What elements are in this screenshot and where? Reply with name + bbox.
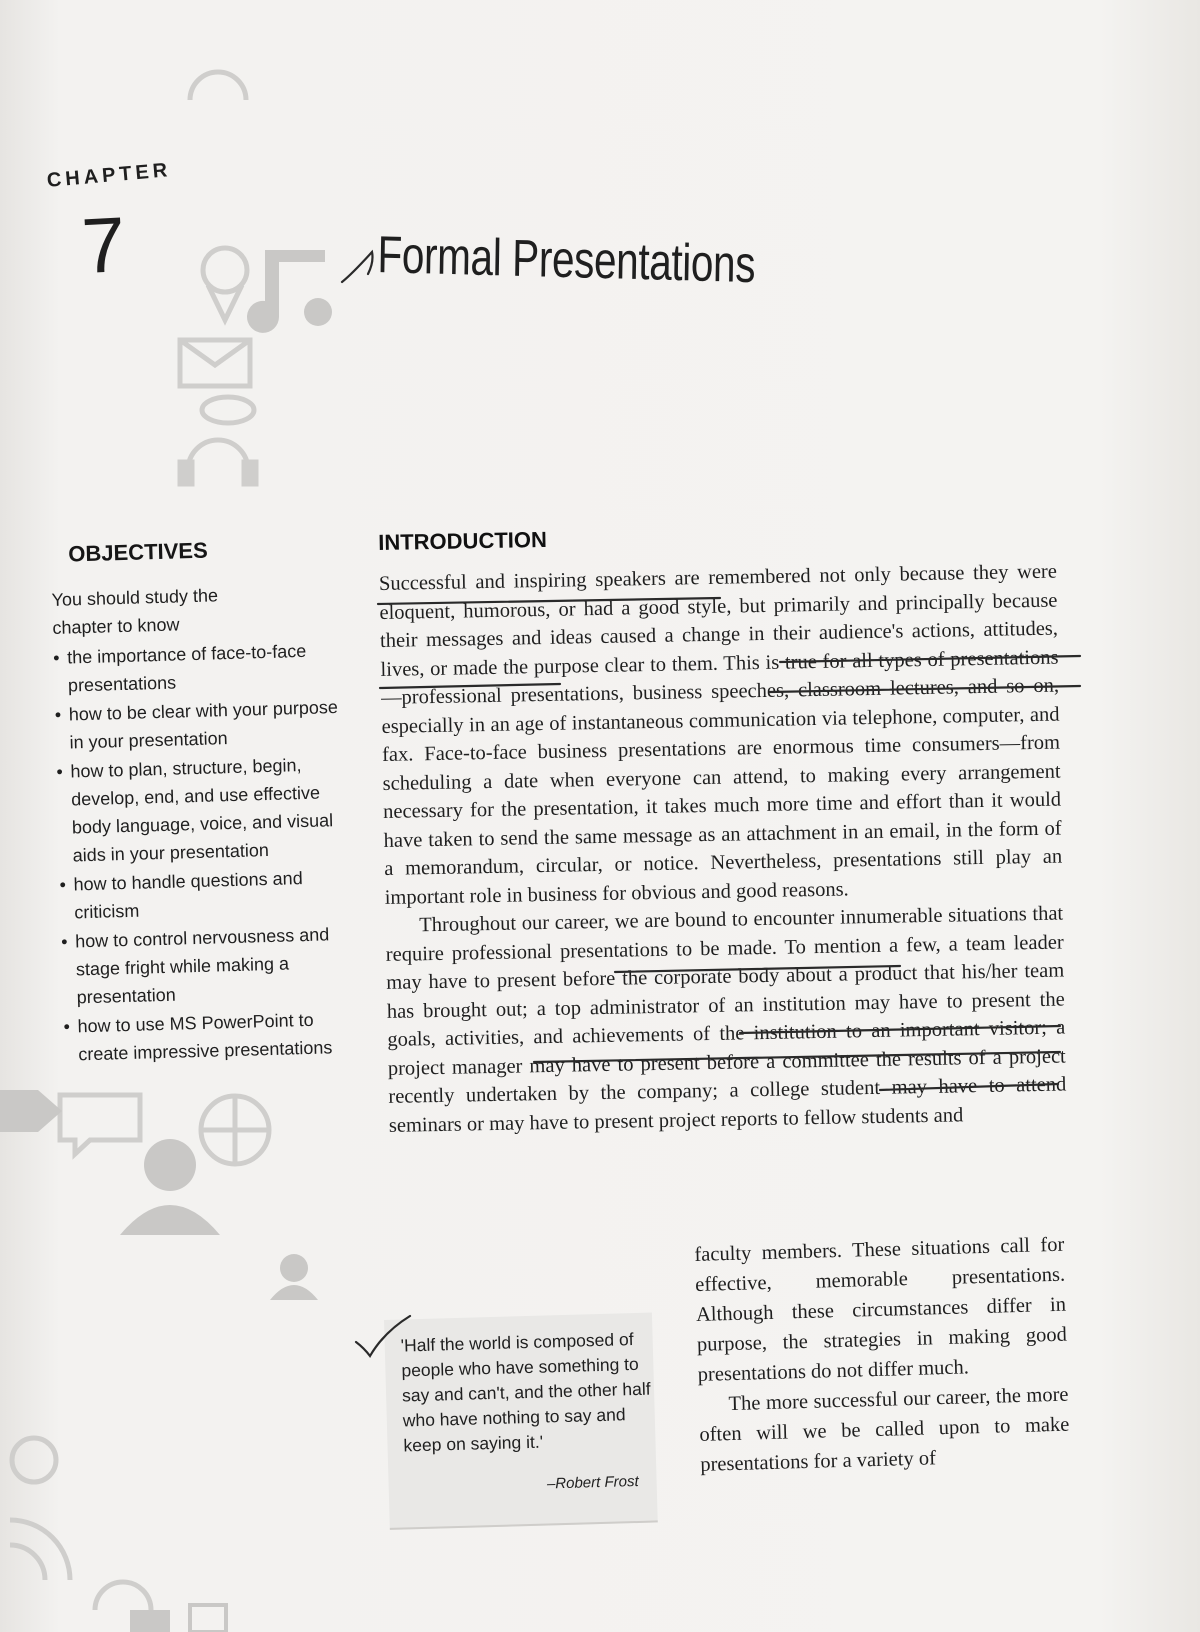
objectives-intro: You should study the chapter to know (51, 585, 219, 638)
objectives-sidebar (50, 534, 365, 1070)
wifi-icon (10, 1520, 70, 1580)
objective-item: • how to use MS PowerPoint to create impressive presentations (63, 1004, 364, 1068)
quote-text: 'Half the world is composed of people who have something to say and can't, and the other half who have nothing to say and keep on saying it.' (400, 1329, 651, 1456)
chapter-number: 7 (79, 199, 128, 291)
play-button-icon (0, 1090, 38, 1132)
quote-box (384, 1313, 658, 1530)
introduction-continued (694, 1230, 1071, 1480)
headphones-icon-2 (188, 440, 248, 470)
speech-bubble-icon (60, 1095, 140, 1154)
body-paragraph: faculty members. These situations call for effective, memorable presentations. Although these circumstances differ in purpose, the strategies in making good presentations do not differ much. (694, 1233, 1068, 1386)
person-icon (144, 1139, 196, 1191)
introduction-section (378, 518, 1067, 1140)
body-paragraph: Throughout our career, we are bound to encounter innumerable situations that require professional presentations to be made. To mention a few, a team leader may have to present before the corporate body about a product that his/her team has brought out; a top administrator of an institution may have to present the goals, activities, and achievements of the institution to an important visitor; a project manager may have to present before a committee the results of a project recently undertaken by the company; a college student may have to attend seminars or may have to present project reports to fellow students and (385, 902, 1067, 1137)
headphones-icon (190, 72, 246, 100)
objective-item: • how to be clear with your purpose in your presentation (54, 693, 355, 757)
quote-author: –Robert Frost (546, 1472, 639, 1493)
objective-item: • how to handle questions and criticism (59, 862, 360, 926)
introduction-heading: INTRODUCTION (378, 526, 548, 555)
objectives-list (53, 636, 365, 1069)
body-paragraph: The more successful our career, the more often will we be called upon to make presentations for a variety of (699, 1383, 1070, 1476)
eye-icon (202, 397, 254, 423)
objective-item: • the importance of face-to-face presentations (53, 636, 354, 700)
chapter-label: CHAPTER (46, 159, 173, 192)
objective-item: • how to control nervousness and stage fright while making a presentation (61, 919, 363, 1011)
body-paragraph: Successful and inspiring speakers are remembered not only because they were eloquent, humorous, or had a good style, but primarily and principally because their messages and ideas caused a change in their audience's actions, attitudes, lives, or made the purpose clear to them. This is true for all types of presentations—professional presentations, business speeches, classroom lectures, and so on, especially in an age of instantaneous communication via telephone, computer, and fax. Face-to-face business presentations are enormous time consumers—from scheduling a date when everyone can attend, to making every arrangement necessary for the presentation, it takes much more time and effort than it would have taken to send the same message as an attachment in an email, in the form of a memorandum, circular, or notice. Nevertheless, presentations still play an important role in business for obvious and good reasons. (378, 560, 1063, 909)
objectives-heading: OBJECTIVES (67, 537, 209, 567)
objective-item: • how to plan, structure, begin, develop, end, and use effective body language, voice, and visual aids in your presentation (56, 750, 359, 870)
chapter-title: Formal Presentations (377, 225, 756, 295)
headphones-icon-3 (95, 1582, 151, 1610)
